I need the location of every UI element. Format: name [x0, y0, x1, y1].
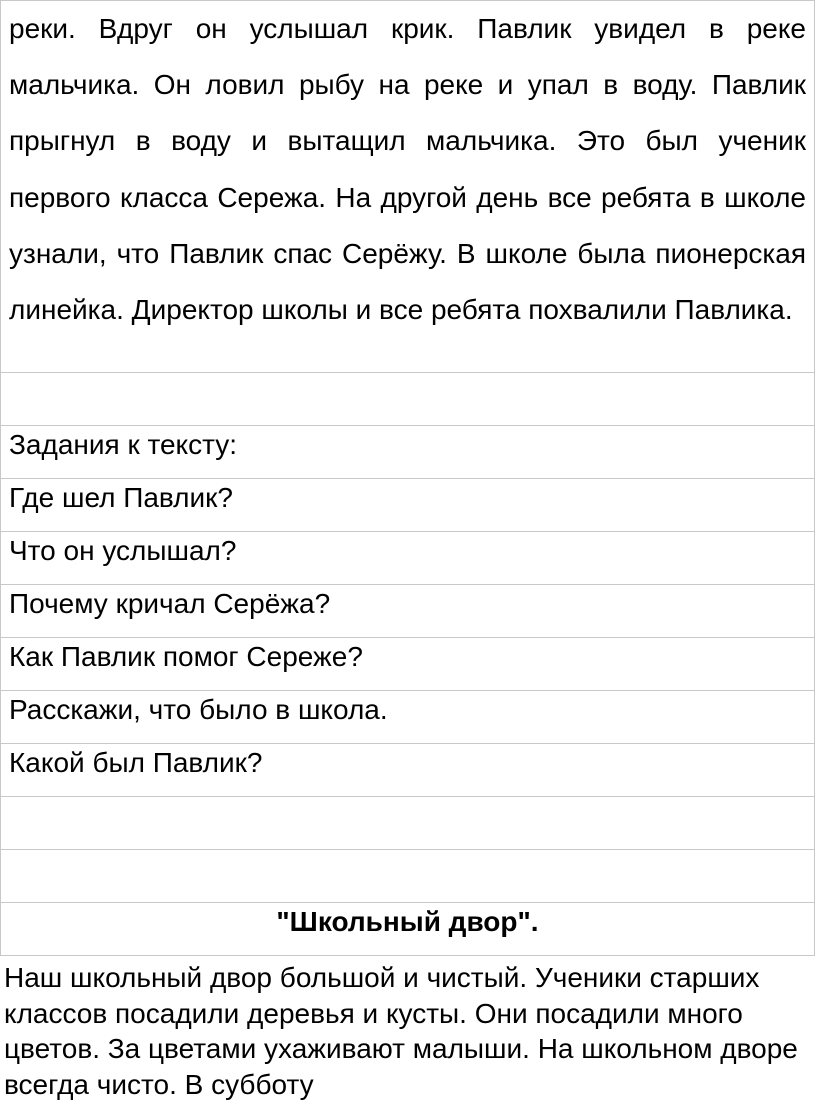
question-row: [1, 744, 815, 797]
story-paragraph: реки. Вдруг он услышал крик. Павлик увидел в реке мальчика. Он ловил рыбу на реке и упал в воду. Павлик прыгнул в воду и вытащил мальчика. Это был ученик первого класса Сережа. На другой день все ребята в школе узнали, что Павлик спас Серёжу. В школе была пионерская линейка. Директор школы и все ребята похвалили Павлика.: [9, 13, 806, 326]
question-row: [1, 638, 815, 691]
question-1: Где шел Павлик?: [1, 479, 815, 532]
question-5: Расскажи, что было в школа.: [1, 691, 815, 744]
question-row: [1, 691, 815, 744]
story-row: [1, 1, 815, 373]
section-title: "Школьный двор".: [1, 903, 815, 956]
story-cell: [1, 1, 815, 373]
question-row: [1, 532, 815, 585]
tasks-heading-row: [1, 426, 815, 479]
tasks-heading: Задания к тексту:: [1, 426, 815, 479]
question-4: Как Павлик помог Сереже?: [1, 638, 815, 691]
question-row: [1, 585, 815, 638]
empty-cell: [1, 797, 815, 850]
question-2: Что он услышал?: [1, 532, 815, 585]
question-3: Почему кричал Серёжа?: [1, 585, 815, 638]
empty-cell: [1, 850, 815, 903]
empty-cell: [1, 373, 815, 426]
section-title-row: [1, 903, 815, 956]
empty-row: [1, 850, 815, 903]
empty-row: [1, 797, 815, 850]
empty-row: [1, 373, 815, 426]
question-row: [1, 479, 815, 532]
question-6: Какой был Павлик?: [1, 744, 815, 797]
section-text: Наш школьный двор большой и чистый. Ученики старших классов посадили деревья и кусты. Они посадили много цветов. За цветами ухаживают малыши. На школьном дворе всегда чисто. В субботу: [4, 962, 798, 1100]
